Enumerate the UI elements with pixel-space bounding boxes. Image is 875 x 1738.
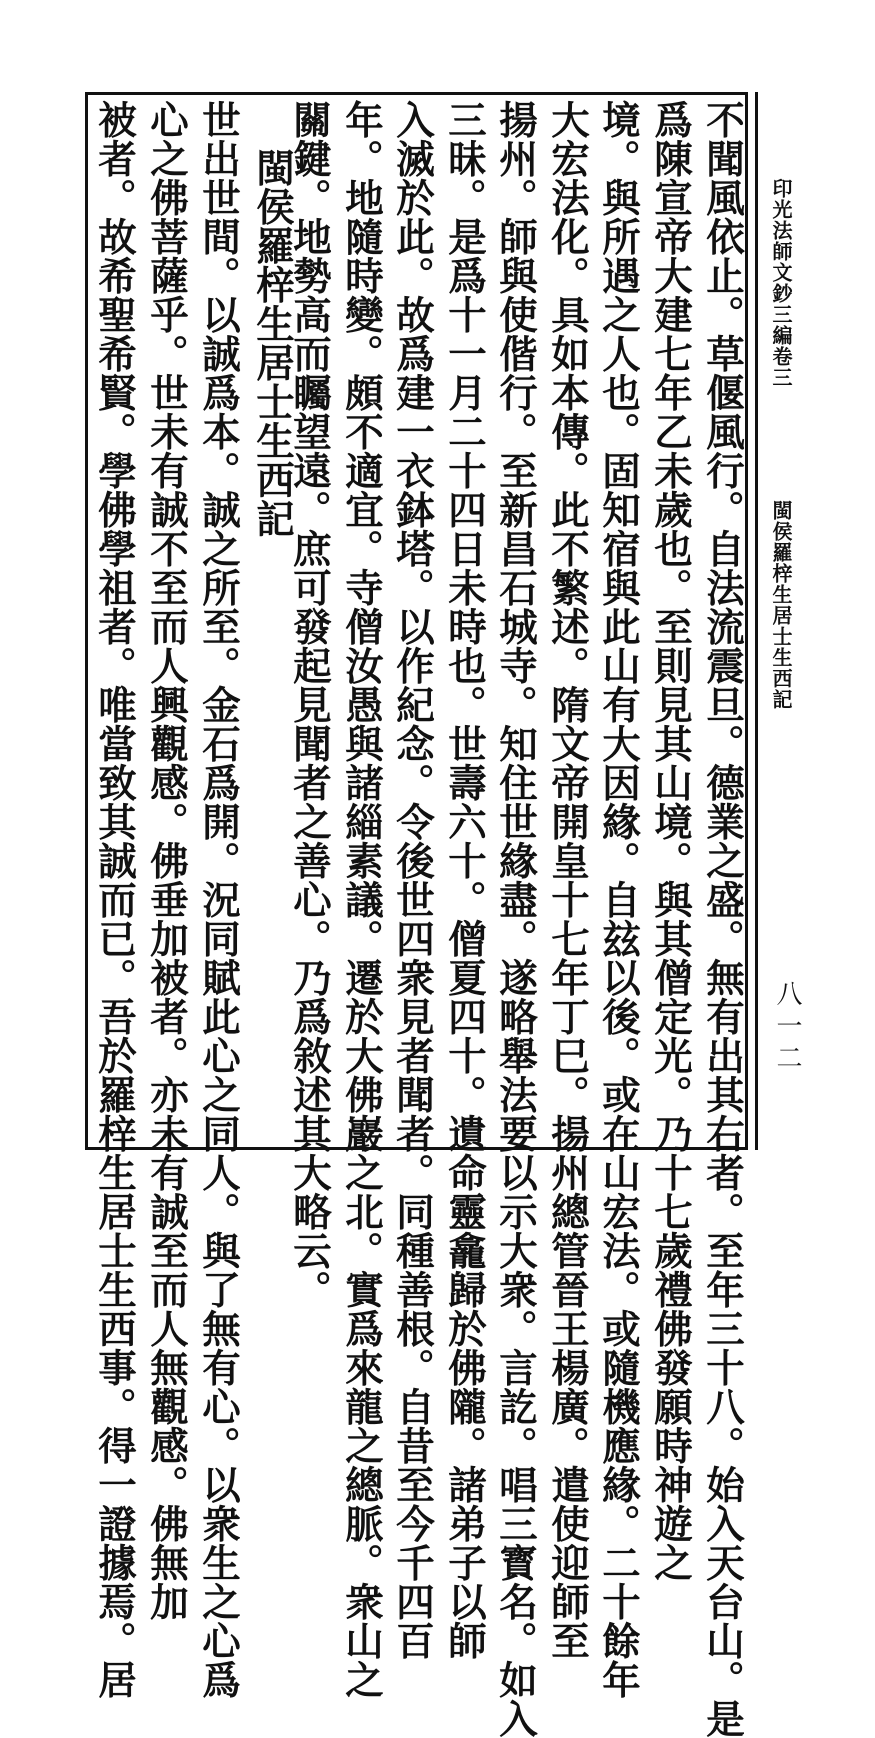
text-column-9: 關鍵。地勢高而矚望遠。庶可發起見聞者之善心。乃爲敘述其大略云。	[287, 100, 332, 1309]
running-head-chapter-title: 閩侯羅梓生居士生西記	[769, 500, 793, 710]
text-column-5: 揚州。師與使偕行。至新昌石城寺。知住世緣盡。遂略舉法要以示大衆。言訖。唱三寳名。如入	[493, 100, 538, 1738]
text-column-2: 爲陳宣帝大建七年乙未歲也。至則見其山境。與其僧定光。乃十七歲禮佛發願時神遊之	[648, 100, 693, 1582]
text-column-6: 三昧。是爲十一月二十四日未時也。世壽六十。僧夏四十。遺命靈龕歸於佛隴。諸弟子以師	[442, 100, 487, 1660]
running-head-book-title: 印光法師文鈔三編卷三	[769, 178, 793, 388]
text-column-12: 心之佛菩薩乎。世未有誠不至而人興觀感。佛垂加被者。亦未有誠至而人無觀感。佛無加	[144, 100, 189, 1621]
text-column-7: 入滅於此。故爲建一衣鉢塔。以作紀念。令後世四衆見者聞者。同種善根。自昔至今千四百	[390, 100, 435, 1660]
text-column-1: 不聞風依止。草偃風行。自法流震旦。德業之盛。無有出其右者。至年三十八。始入天台山。是	[700, 100, 745, 1738]
margin-divider-line	[755, 92, 758, 1150]
text-column-3: 境。與所遇之人也。固知宿與此山有大因緣。自玆以後。或在山宏法。或隨機應緣。二十餘年	[596, 100, 641, 1699]
text-column-13: 被者。故希聖希賢。學佛學祖者。唯當致其誠而已。吾於羅梓生居士生西事。得一證據焉。居	[92, 100, 137, 1699]
article-heading: 閩侯羅梓生居士生西記	[250, 148, 295, 538]
text-column-8: 年。地隨時變。頗不適宜。寺僧汝愚與諸緇素議。遷於大佛巖之北。實爲來龍之總脈。衆山之	[339, 100, 384, 1699]
text-column-11: 世出世間。以誠爲本。誠之所至。金石爲開。況同賦此心之同人。與了無有心。以衆生之心爲	[196, 100, 241, 1699]
page-number: 八一二	[772, 980, 802, 1076]
text-column-4: 大宏法化。具如本傳。此不繁述。隋文帝開皇十七年丁巳。揚州總管晉王楊廣。遣使迎師至	[545, 100, 590, 1660]
